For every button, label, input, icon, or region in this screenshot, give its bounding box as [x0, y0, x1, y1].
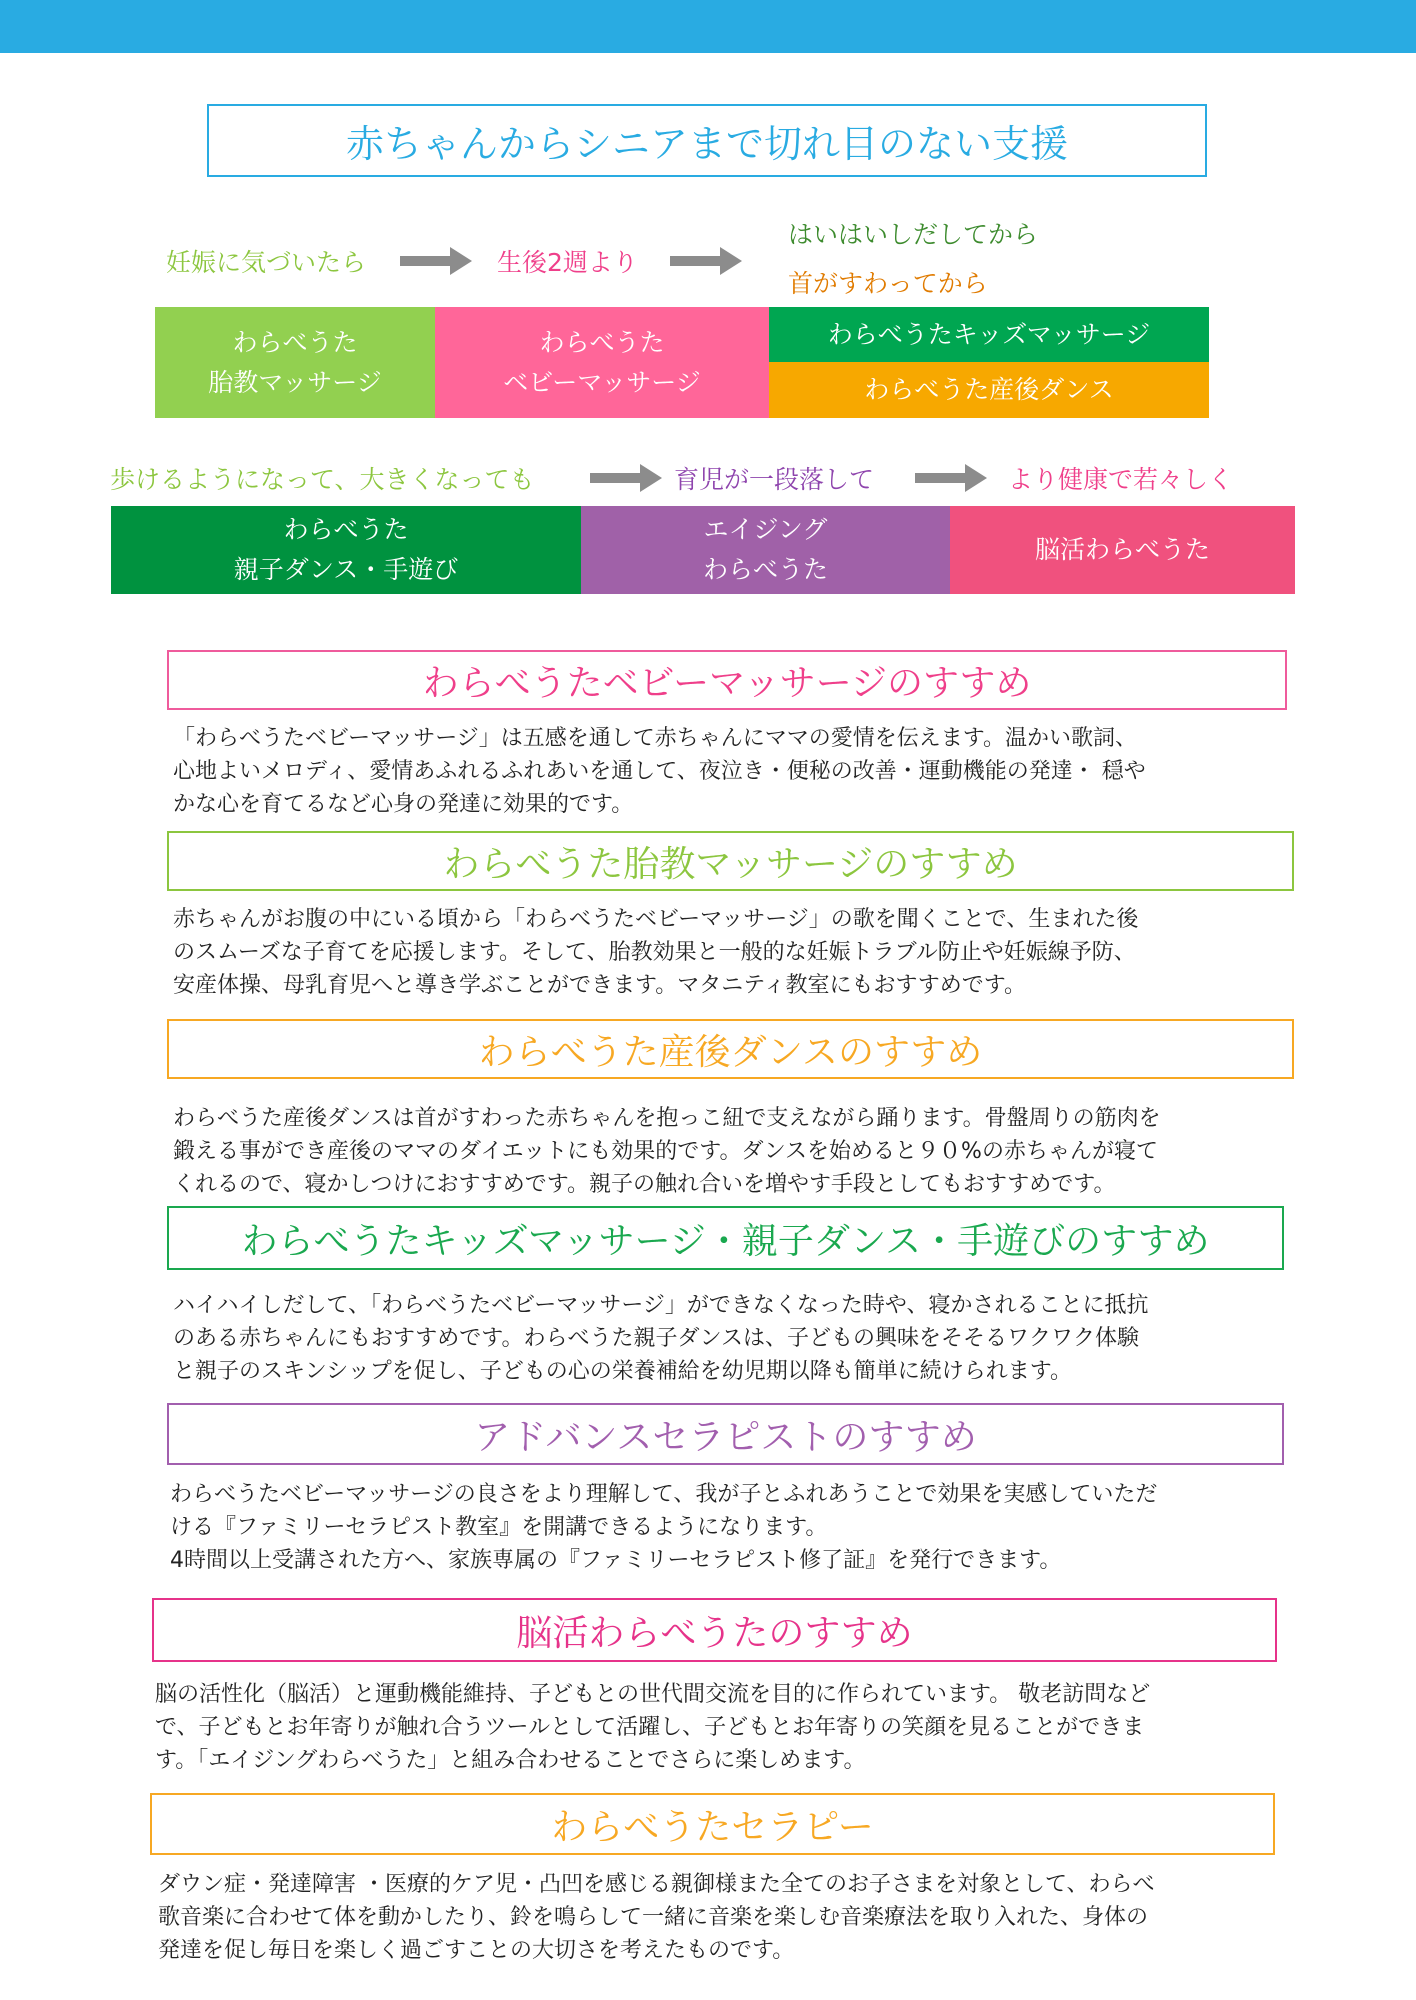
box-kids-label: わらべうたキッズマッサージ	[827, 319, 1151, 349]
section-body-warabeuta-therapy	[158, 1868, 1155, 1967]
box-aging-line2: わらべうた	[702, 555, 828, 584]
body-line: かな心を育てるなど心身の発達に効果的です。	[173, 792, 634, 817]
body-line: 歌音楽に合わせて体を動かしたり、鈴を鳴らして一緒に音楽を楽しむ音楽療法を取り入れた、身体の	[158, 1905, 1149, 1930]
arrow-right-icon	[590, 464, 662, 492]
flow1-label-pregnancy: 妊娠に気づいたら	[166, 248, 367, 277]
flow2-label-walking: 歩けるようになって、大きくなっても	[110, 465, 535, 494]
body-line: で、子どもとお年寄りが触れ合うツールとして活躍し、子どもとお年寄りの笑顔を見ることができま	[155, 1715, 1145, 1740]
body-line: ける『ファミリーセラピスト教室』を開講できるようになります。	[170, 1515, 828, 1540]
body-line: 発達を促し毎日を楽しく過ごすことの大切さを考えたものです。	[158, 1938, 795, 1963]
box-postpartum-dance	[769, 362, 1209, 418]
body-line: ダウン症・発達障害 ・医療的ケア児・凸凹を感じる親御様また全てのお子さまを対象として、わらべ	[158, 1872, 1155, 1897]
section-body-prenatal-massage	[173, 903, 1138, 1002]
box-aging-line1: エイジング	[703, 515, 828, 544]
body-line: わらべうたベビーマッサージの良さをより理解して、我が子とふれあうことで効果を実感していただ	[170, 1482, 1158, 1507]
body-line: 赤ちゃんがお腹の中にいる頃から「わらべうたベビーマッサージ」の歌を聞くことで、生まれた後	[173, 907, 1139, 932]
section-title-baby-massage: わらべうたベビーマッサージのすすめ	[167, 650, 1287, 710]
section-body-brain-warabeuta	[155, 1678, 1150, 1777]
body-line: 心地よいメロディ、愛情あふれるふれあいを通して、夜泣き・便秘の改善・運動機能の発達・ 穏や	[173, 759, 1146, 784]
box-kids-massage	[769, 307, 1209, 362]
box-dance-line1: わらべうた	[283, 515, 409, 544]
box-baby-line2: ベビーマッサージ	[503, 367, 701, 397]
body-line: わらべうた産後ダンスは首がすわった赤ちゃんを抱っこ紐で支えながら踊ります。骨盤周りの筋肉を	[173, 1106, 1161, 1131]
section-body-kids-massage	[173, 1289, 1148, 1388]
box-baby-massage	[435, 307, 769, 418]
body-line: のスムーズな子育てを応援します。そして、胎教効果と一般的な妊娠トラブル防止や妊娠線予防、	[173, 940, 1136, 965]
box-baby-line1: わらべうた	[539, 327, 665, 357]
body-line: 鍛える事ができ産後のママのダイエットにも効果的です。ダンスを始めると９０%の赤ちゃんが寝て	[173, 1139, 1158, 1164]
body-line: くれるので、寝かしつけにおすすめです。親子の触れ合いを増やす手段としてもおすすめです。	[173, 1172, 1116, 1197]
section-title-prenatal-massage: わらべうた胎教マッサージのすすめ	[167, 831, 1294, 891]
body-line: 4時間以上受講された方へ、家族専属の『ファミリーセラピスト修了証』を発行できます。	[170, 1548, 1062, 1573]
flow1-label-after-2weeks: 生後2週より	[497, 248, 638, 277]
section-body-baby-massage	[173, 722, 1146, 821]
body-line: 脳の活性化（脳活）と運動機能維持、子どもとの世代間交流を目的に作られています。 敬老訪問など	[155, 1682, 1151, 1707]
flow1-label-crawling: はいはいしだしてから	[788, 220, 1039, 249]
top-bar	[0, 0, 1416, 53]
body-line: 安産体操、母乳育児へと導き学ぶことができます。マタニティ教室にもおすすめです。	[173, 973, 1026, 998]
body-line: 「わらべうたベビーマッサージ」は五感を通して赤ちゃんにママの愛情を伝えます。温かい歌詞、	[173, 726, 1138, 751]
section-title-kids-massage: わらべうたキッズマッサージ・親子ダンス・手遊びのすすめ	[167, 1206, 1284, 1270]
body-line: す。「エイジングわらべうた」と組み合わせることでさらに楽しめます。	[155, 1748, 866, 1773]
flow2-label-settled: 育児が一段落して	[674, 465, 875, 494]
box-brain-warabeuta	[950, 506, 1295, 594]
arrow-right-icon	[400, 247, 472, 275]
box-prenatal-line2: 胎教マッサージ	[208, 367, 382, 397]
flow2-label-healthy: より健康で若々しく	[1008, 465, 1234, 494]
box-prenatal-line1: わらべうた	[232, 327, 358, 357]
box-aging-warabeuta	[581, 506, 950, 594]
page-title: 赤ちゃんからシニアまで切れ目のない支援	[207, 104, 1207, 177]
arrow-right-icon	[670, 247, 742, 275]
box-parent-child-dance	[111, 506, 581, 594]
box-brain-label: 脳活わらべうた	[1034, 535, 1210, 564]
section-title-brain-warabeuta: 脳活わらべうたのすすめ	[152, 1598, 1277, 1662]
box-postpartum-label: わらべうた産後ダンス	[864, 375, 1114, 404]
section-body-postpartum-dance	[173, 1102, 1161, 1201]
section-title-warabeuta-therapy: わらべうたセラピー	[150, 1793, 1275, 1855]
box-prenatal-massage	[155, 307, 435, 418]
body-line: と親子のスキンシップを促し、子どもの心の栄養補給を幼児期以降も簡単に続けられます。	[173, 1359, 1073, 1384]
body-line: ハイハイしだして、「わらべうたベビーマッサージ」ができなくなった時や、寝かされることに抵抗	[173, 1293, 1149, 1318]
body-line: のある赤ちゃんにもおすすめです。わらべうた親子ダンスは、子どもの興味をそそるワクワク体験	[173, 1326, 1140, 1351]
arrow-right-icon	[915, 464, 987, 492]
flow1-label-neck: 首がすわってから	[788, 269, 988, 298]
section-title-advanced-therapist: アドバンスセラピストのすすめ	[167, 1403, 1284, 1465]
section-title-postpartum-dance: わらべうた産後ダンスのすすめ	[167, 1019, 1294, 1079]
section-body-advanced-therapist	[170, 1478, 1157, 1577]
box-dance-line2: 親子ダンス・手遊び	[233, 555, 459, 584]
